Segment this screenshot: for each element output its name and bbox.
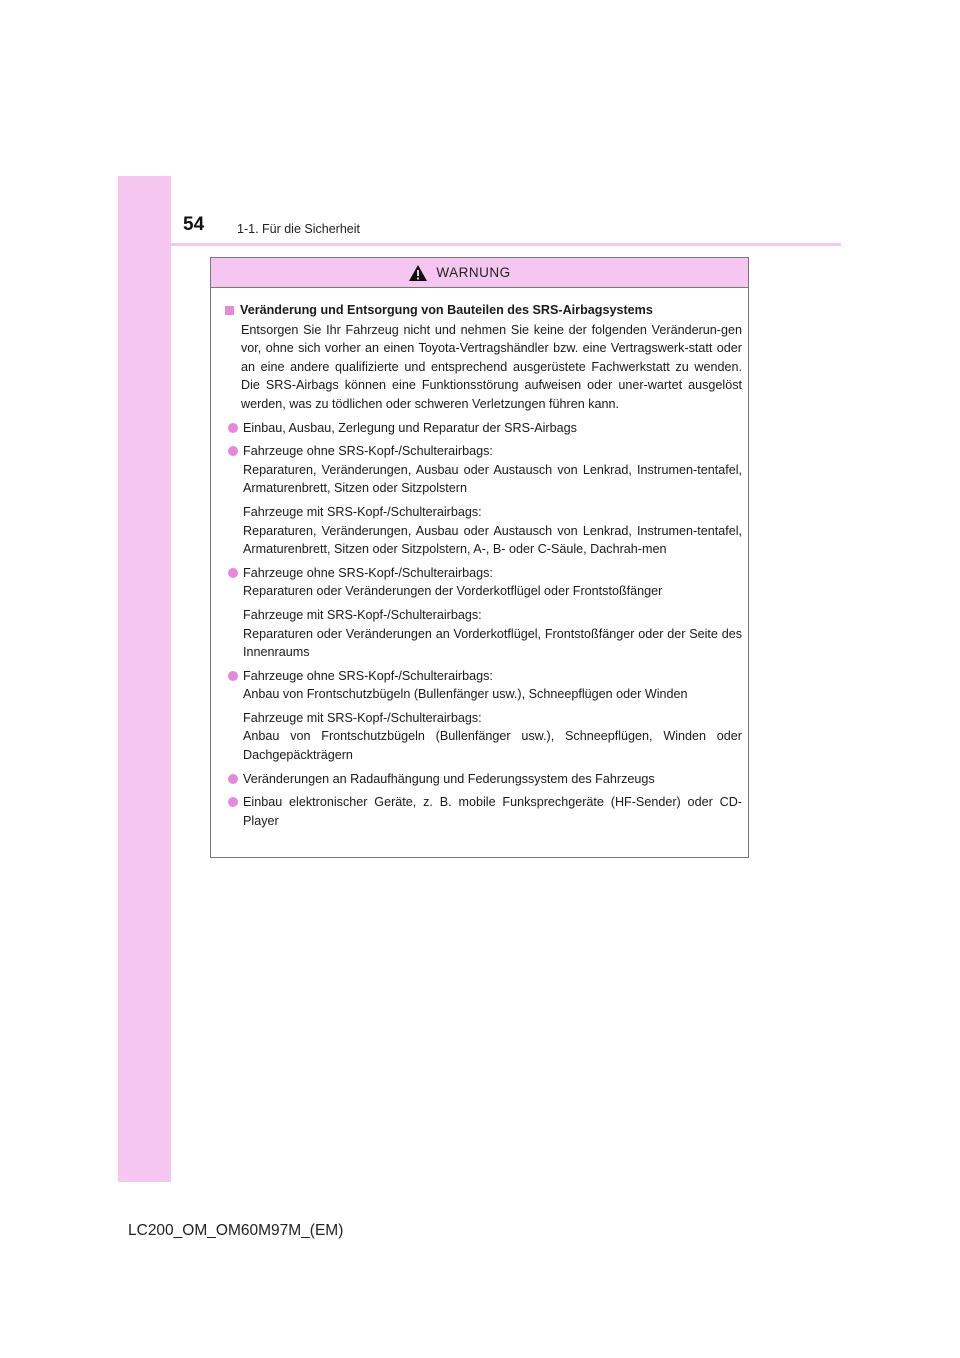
round-bullet-icon (228, 671, 238, 681)
list-item-text: Einbau elektronischer Geräte, z. B. mobile Funksprechgeräte (HF-Sender) oder CD-Player (243, 795, 742, 828)
list-item-paragraph (243, 503, 742, 559)
list-item-text: Fahrzeuge ohne SRS-Kopf-/Schulterairbags: (243, 565, 493, 580)
list-item-text: Reparaturen, Veränderungen, Ausbau oder Austausch von Lenkrad, Instrumen-tentafel, Armaturenbrett, Sitzen oder Sitzpolstern (243, 462, 742, 496)
list-item-paragraph (243, 709, 742, 765)
list-item-paragraph (243, 564, 742, 601)
list-item-body (243, 667, 742, 765)
warning-items (225, 419, 742, 831)
list-item-text: Fahrzeuge mit SRS-Kopf-/Schulterairbags: (243, 607, 482, 622)
list-item (225, 793, 742, 830)
list-item (225, 419, 742, 438)
list-item-paragraph (243, 667, 742, 704)
warning-label: WARNUNG (436, 265, 511, 280)
warning-body (211, 288, 748, 830)
list-item-body (243, 770, 742, 789)
list-item-text: Veränderungen an Radaufhängung und Federungssystem des Fahrzeugs (243, 771, 655, 786)
list-item-body (243, 442, 742, 559)
round-bullet-icon (228, 797, 238, 807)
list-item-paragraph (243, 442, 742, 498)
list-item-paragraph (243, 606, 742, 662)
square-bullet-icon (225, 306, 234, 315)
list-item (225, 770, 742, 789)
warning-box (210, 257, 749, 858)
list-item (225, 442, 742, 559)
sidebar-tab (118, 176, 171, 1182)
list-item-paragraph (243, 793, 742, 830)
list-item-paragraph (243, 419, 742, 438)
list-item-body (243, 564, 742, 662)
list-item-text: Reparaturen oder Veränderungen an Vorderkotflügel, Frontstoßfänger oder der Seite des Innenraums (243, 626, 742, 660)
list-item-body (243, 419, 742, 438)
list-item-text: Anbau von Frontschutzbügeln (Bullenfänger usw.), Schneepflügen, Winden oder Dachgepäckträgern (243, 729, 742, 763)
warning-triangle-icon (408, 264, 428, 282)
warning-header (211, 258, 748, 288)
document-id: LC200_OM_OM60M97M_(EM) (128, 1222, 344, 1239)
list-item-body (243, 793, 742, 830)
round-bullet-icon (228, 774, 238, 784)
list-item-text: Fahrzeuge mit SRS-Kopf-/Schulterairbags: (243, 710, 482, 725)
list-item-text: Fahrzeuge ohne SRS-Kopf-/Schulterairbags: (243, 444, 493, 459)
header-rule (118, 243, 841, 246)
list-item-text: Fahrzeuge ohne SRS-Kopf-/Schulterairbags: (243, 668, 493, 683)
list-item-text: Einbau, Ausbau, Zerlegung und Reparatur der SRS-Airbags (243, 420, 577, 435)
section-title: 1-1. Für die Sicherheit (237, 222, 360, 236)
round-bullet-icon (228, 568, 238, 578)
page-number: 54 (183, 214, 205, 235)
list-item-text: Reparaturen, Veränderungen, Ausbau oder Austausch von Lenkrad, Instrumen-tentafel, Armaturenbrett, Sitzen oder Sitzpolstern, A-, B- oder C-Säule, Dachrah-men (243, 523, 742, 557)
list-item (225, 667, 742, 765)
intro-paragraph: Entsorgen Sie Ihr Fahrzeug nicht und nehmen Sie keine der folgenden Veränderun-gen vor, ohne sich vorher an einen Toyota-Vertragshändler bzw. eine Vertragswerk-statt oder an eine andere qualifizierte und entsprechend ausgerüstete Fachwerkstatt zu wenden. Die SRS-Airbags können eine Funktionsstörung aufweisen oder uner-wartet ausgelöst werden, was zu tödlichen oder schweren Verletzungen führen kann. (241, 322, 742, 411)
round-bullet-icon (228, 446, 238, 456)
list-item-text: Fahrzeuge mit SRS-Kopf-/Schulterairbags: (243, 504, 482, 519)
list-item-paragraph (243, 770, 742, 789)
list-item-text: Anbau von Frontschutzbügeln (Bullenfänger usw.), Schneepflügen oder Winden (243, 687, 688, 702)
section-heading (225, 301, 742, 320)
list-item-text: Reparaturen oder Veränderungen der Vorderkotflügel oder Frontstoßfänger (243, 584, 663, 599)
round-bullet-icon (228, 423, 238, 433)
list-item (225, 564, 742, 662)
section-heading-text: Veränderung und Entsorgung von Bauteilen des SRS-Airbagsystems (240, 303, 653, 317)
